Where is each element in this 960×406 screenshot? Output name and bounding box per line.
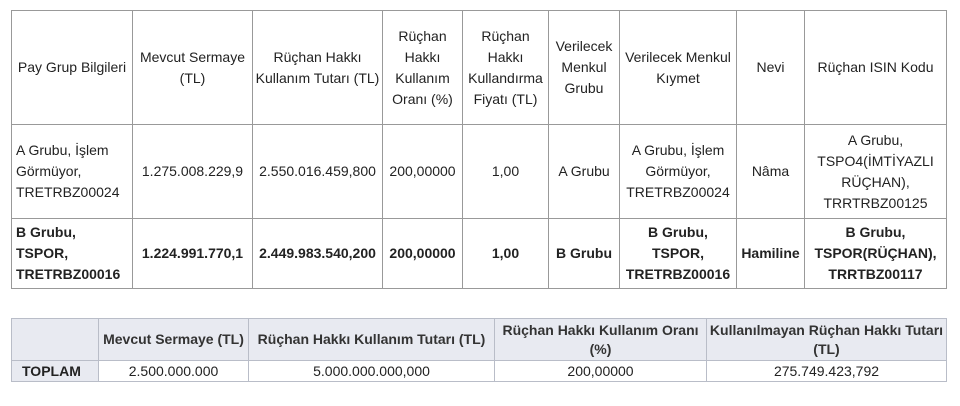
totals-row (12, 361, 947, 382)
header-empty (12, 319, 99, 361)
cell-nevi: Hamiline (737, 219, 805, 289)
header-pay-grup: Pay Grup Bilgileri (12, 11, 133, 125)
rights-table (11, 10, 947, 289)
total-kullanim-orani: 200,00000 (495, 361, 707, 382)
cell-nevi: Nâma (737, 125, 805, 219)
header-kullanim-tutari: Rüçhan Hakkı Kullanım Tutarı (TL) (253, 11, 383, 125)
table-row (12, 125, 947, 219)
header-nevi: Nevi (737, 11, 805, 125)
total-kullanim-tutari: 5.000.000.000,000 (249, 361, 495, 382)
cell-menkul-kiymet: B Grubu, TSPOR, TRETRBZ00016 (620, 219, 737, 289)
header-menkul-kiymet: Verilecek Menkul Kıymet (620, 11, 737, 125)
totals-header-row (12, 319, 947, 361)
cell-isin-kodu: A Grubu, TSPO4(İMTİYAZLI RÜÇHAN), TRRTRBZ00125 (805, 125, 947, 219)
cell-kullanim-tutari: 2.449.983.540,200 (253, 219, 383, 289)
total-mevcut-sermaye: 2.500.000.000 (99, 361, 249, 382)
header-kullanilmayan-tutar: Kullanılmayan Rüçhan Hakkı Tutarı (TL) (707, 319, 947, 361)
cell-pay-grup: B Grubu, TSPOR, TRETRBZ00016 (12, 219, 133, 289)
header-mevcut-sermaye: Mevcut Sermaye (TL) (133, 11, 253, 125)
cell-kullanim-tutari: 2.550.016.459,800 (253, 125, 383, 219)
cell-mevcut-sermaye: 1.224.991.770,1 (133, 219, 253, 289)
cell-menkul-kiymet: A Grubu, İşlem Görmüyor, TRETRBZ00024 (620, 125, 737, 219)
table-row (12, 219, 947, 289)
header-isin-kodu: Rüçhan ISIN Kodu (805, 11, 947, 125)
total-kullanilmayan-tutar: 275.749.423,792 (707, 361, 947, 382)
header-kullanim-tutari: Rüçhan Hakkı Kullanım Tutarı (TL) (249, 319, 495, 361)
cell-kullandirma-fiyati: 1,00 (463, 219, 549, 289)
cell-kullandirma-fiyati: 1,00 (463, 125, 549, 219)
cell-menkul-grubu: B Grubu (549, 219, 620, 289)
header-kullanim-orani: Rüçhan Hakkı Kullanım Oranı (%) (383, 11, 463, 125)
rights-table-header-row (12, 11, 947, 125)
totals-table (11, 318, 947, 382)
header-kullandirma-fiyati: Rüçhan Hakkı Kullandırma Fiyatı (TL) (463, 11, 549, 125)
totals-row-label: TOPLAM (12, 361, 99, 382)
cell-kullanim-orani: 200,00000 (383, 219, 463, 289)
cell-mevcut-sermaye: 1.275.008.229,9 (133, 125, 253, 219)
cell-menkul-grubu: A Grubu (549, 125, 620, 219)
header-menkul-grubu: Verilecek Menkul Grubu (549, 11, 620, 125)
cell-kullanim-orani: 200,00000 (383, 125, 463, 219)
cell-isin-kodu: B Grubu, TSPOR(RÜÇHAN), TRRTBZ00117 (805, 219, 947, 289)
cell-pay-grup: A Grubu, İşlem Görmüyor, TRETRBZ00024 (12, 125, 133, 219)
header-kullanim-orani: Rüçhan Hakkı Kullanım Oranı (%) (495, 319, 707, 361)
header-mevcut-sermaye: Mevcut Sermaye (TL) (99, 319, 249, 361)
